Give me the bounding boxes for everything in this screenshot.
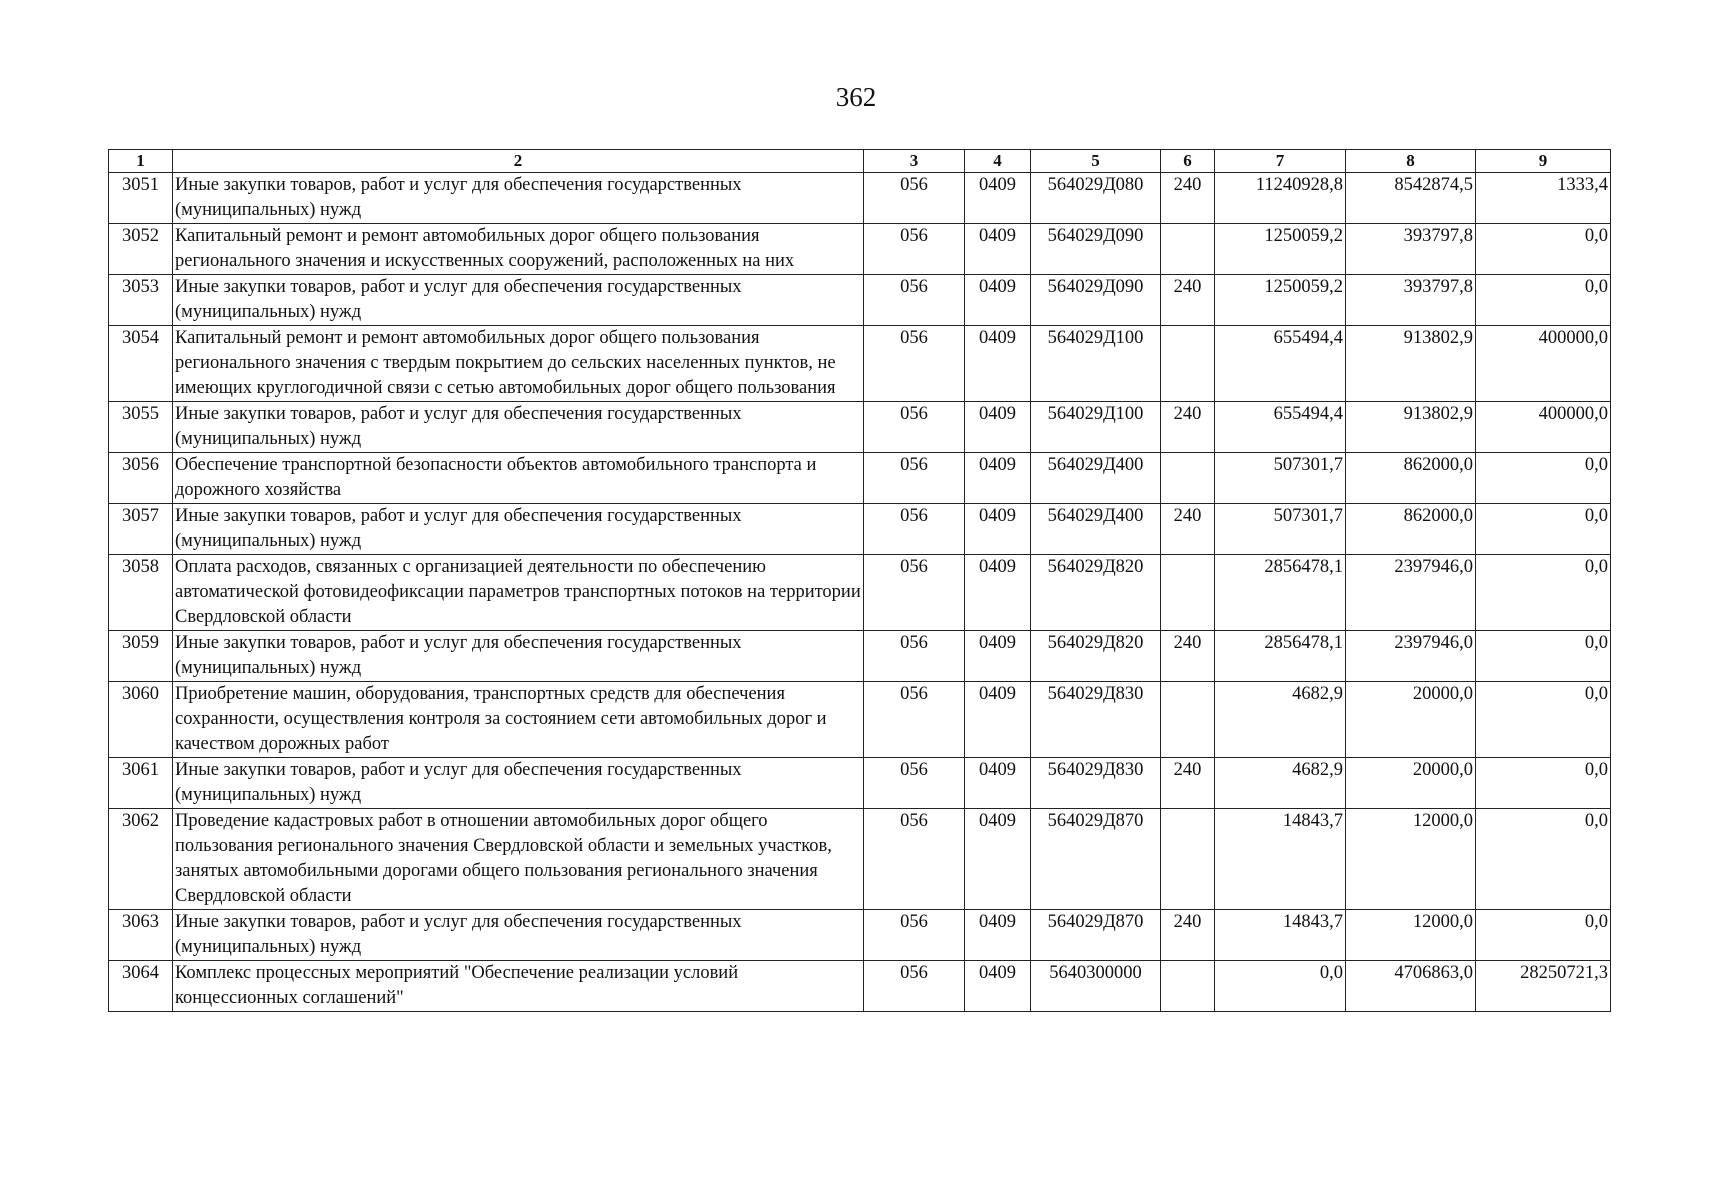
row-number: 3059 — [109, 631, 173, 682]
row-amount-7: 507301,7 — [1215, 504, 1346, 555]
row-amount-9: 28250721,3 — [1476, 961, 1611, 1012]
table-row — [109, 402, 1611, 453]
row-number: 3055 — [109, 402, 173, 453]
row-description: Оплата расходов, связанных с организацией деятельности по обеспечению автоматической фотовидеофиксации параметров транспортных потоков на территории Свердловской области — [173, 555, 864, 631]
row-code-5: 5640300000 — [1031, 961, 1161, 1012]
column-header: 4 — [965, 150, 1031, 173]
row-amount-9: 0,0 — [1476, 275, 1611, 326]
row-amount-8: 2397946,0 — [1346, 631, 1476, 682]
row-amount-9: 1333,4 — [1476, 173, 1611, 224]
row-code-6 — [1161, 809, 1215, 910]
table-row — [109, 809, 1611, 910]
table-row — [109, 910, 1611, 961]
row-amount-7: 4682,9 — [1215, 758, 1346, 809]
row-number: 3060 — [109, 682, 173, 758]
row-code-4: 0409 — [965, 453, 1031, 504]
row-code-5: 564029Д820 — [1031, 555, 1161, 631]
table-row — [109, 758, 1611, 809]
row-amount-7: 4682,9 — [1215, 682, 1346, 758]
column-header: 5 — [1031, 150, 1161, 173]
table-row — [109, 961, 1611, 1012]
row-amount-7: 2856478,1 — [1215, 631, 1346, 682]
budget-table — [108, 149, 1611, 1012]
row-amount-9: 400000,0 — [1476, 402, 1611, 453]
row-code-3: 056 — [864, 758, 965, 809]
row-amount-8: 12000,0 — [1346, 910, 1476, 961]
row-code-3: 056 — [864, 682, 965, 758]
row-amount-9: 0,0 — [1476, 224, 1611, 275]
row-code-6 — [1161, 555, 1215, 631]
row-amount-9: 0,0 — [1476, 758, 1611, 809]
row-amount-7: 1250059,2 — [1215, 275, 1346, 326]
row-code-4: 0409 — [965, 275, 1031, 326]
row-number: 3061 — [109, 758, 173, 809]
row-code-5: 564029Д830 — [1031, 758, 1161, 809]
row-amount-9: 0,0 — [1476, 453, 1611, 504]
column-header: 8 — [1346, 150, 1476, 173]
row-number: 3058 — [109, 555, 173, 631]
row-amount-7: 655494,4 — [1215, 326, 1346, 402]
row-number: 3052 — [109, 224, 173, 275]
row-amount-8: 8542874,5 — [1346, 173, 1476, 224]
row-code-5: 564029Д080 — [1031, 173, 1161, 224]
row-code-4: 0409 — [965, 809, 1031, 910]
row-code-6 — [1161, 453, 1215, 504]
row-amount-9: 0,0 — [1476, 631, 1611, 682]
row-code-4: 0409 — [965, 173, 1031, 224]
row-description: Иные закупки товаров, работ и услуг для обеспечения государственных (муниципальных) нужд — [173, 275, 864, 326]
row-code-5: 564029Д400 — [1031, 453, 1161, 504]
row-code-3: 056 — [864, 173, 965, 224]
row-amount-9: 400000,0 — [1476, 326, 1611, 402]
row-code-6: 240 — [1161, 758, 1215, 809]
row-code-6 — [1161, 326, 1215, 402]
row-amount-7: 655494,4 — [1215, 402, 1346, 453]
row-description: Иные закупки товаров, работ и услуг для обеспечения государственных (муниципальных) нужд — [173, 402, 864, 453]
row-amount-9: 0,0 — [1476, 910, 1611, 961]
table-row — [109, 326, 1611, 402]
row-number: 3062 — [109, 809, 173, 910]
row-code-4: 0409 — [965, 555, 1031, 631]
row-code-4: 0409 — [965, 758, 1031, 809]
column-header: 1 — [109, 150, 173, 173]
row-amount-8: 20000,0 — [1346, 758, 1476, 809]
row-code-3: 056 — [864, 504, 965, 555]
table-row — [109, 173, 1611, 224]
row-description: Проведение кадастровых работ в отношении автомобильных дорог общего пользования регионального значения Свердловской области и земельных участков, занятых автомобильными дорогами общего пользования регионального значения Свердловской области — [173, 809, 864, 910]
row-code-4: 0409 — [965, 504, 1031, 555]
row-number: 3057 — [109, 504, 173, 555]
row-code-3: 056 — [864, 402, 965, 453]
column-header: 6 — [1161, 150, 1215, 173]
row-code-3: 056 — [864, 555, 965, 631]
row-amount-7: 0,0 — [1215, 961, 1346, 1012]
row-description: Комплекс процессных мероприятий "Обеспечение реализации условий концессионных соглашений" — [173, 961, 864, 1012]
row-amount-7: 507301,7 — [1215, 453, 1346, 504]
row-code-3: 056 — [864, 224, 965, 275]
row-description: Капитальный ремонт и ремонт автомобильных дорог общего пользования регионального значения с твердым покрытием до сельских населенных пунктов, не имеющих круглогодичной связи с сетью автомобильных дорог общего пользования — [173, 326, 864, 402]
table-row — [109, 631, 1611, 682]
row-code-6 — [1161, 961, 1215, 1012]
row-amount-9: 0,0 — [1476, 809, 1611, 910]
row-code-3: 056 — [864, 809, 965, 910]
row-code-4: 0409 — [965, 224, 1031, 275]
row-description: Иные закупки товаров, работ и услуг для обеспечения государственных (муниципальных) нужд — [173, 173, 864, 224]
row-code-5: 564029Д100 — [1031, 402, 1161, 453]
row-description: Обеспечение транспортной безопасности объектов автомобильного транспорта и дорожного хозяйства — [173, 453, 864, 504]
column-header: 9 — [1476, 150, 1611, 173]
row-code-5: 564029Д820 — [1031, 631, 1161, 682]
row-code-5: 564029Д870 — [1031, 910, 1161, 961]
row-code-3: 056 — [864, 453, 965, 504]
row-amount-9: 0,0 — [1476, 504, 1611, 555]
row-code-4: 0409 — [965, 961, 1031, 1012]
row-number: 3054 — [109, 326, 173, 402]
row-description: Иные закупки товаров, работ и услуг для обеспечения государственных (муниципальных) нужд — [173, 758, 864, 809]
row-amount-7: 1250059,2 — [1215, 224, 1346, 275]
row-number: 3053 — [109, 275, 173, 326]
row-code-5: 564029Д090 — [1031, 224, 1161, 275]
row-code-5: 564029Д090 — [1031, 275, 1161, 326]
table-row — [109, 504, 1611, 555]
row-number: 3063 — [109, 910, 173, 961]
row-code-6: 240 — [1161, 173, 1215, 224]
row-code-4: 0409 — [965, 682, 1031, 758]
table-row — [109, 224, 1611, 275]
row-description: Иные закупки товаров, работ и услуг для обеспечения государственных (муниципальных) нужд — [173, 631, 864, 682]
row-amount-7: 2856478,1 — [1215, 555, 1346, 631]
row-amount-8: 2397946,0 — [1346, 555, 1476, 631]
row-code-3: 056 — [864, 961, 965, 1012]
table-row — [109, 453, 1611, 504]
row-amount-8: 393797,8 — [1346, 275, 1476, 326]
row-description: Приобретение машин, оборудования, транспортных средств для обеспечения сохранности, осуществления контроля за состоянием сети автомобильных дорог и качеством дорожных работ — [173, 682, 864, 758]
column-header: 3 — [864, 150, 965, 173]
page-number: 362 — [835, 82, 877, 112]
row-amount-9: 0,0 — [1476, 555, 1611, 631]
row-code-3: 056 — [864, 326, 965, 402]
row-code-3: 056 — [864, 631, 965, 682]
row-amount-7: 14843,7 — [1215, 910, 1346, 961]
row-amount-8: 393797,8 — [1346, 224, 1476, 275]
row-code-4: 0409 — [965, 910, 1031, 961]
table-header-row — [109, 150, 1611, 173]
row-description: Иные закупки товаров, работ и услуг для обеспечения государственных (муниципальных) нужд — [173, 504, 864, 555]
row-amount-9: 0,0 — [1476, 682, 1611, 758]
row-amount-8: 862000,0 — [1346, 504, 1476, 555]
row-amount-8: 913802,9 — [1346, 402, 1476, 453]
row-amount-8: 862000,0 — [1346, 453, 1476, 504]
column-header: 7 — [1215, 150, 1346, 173]
row-number: 3051 — [109, 173, 173, 224]
table-row — [109, 555, 1611, 631]
table-row — [109, 275, 1611, 326]
row-code-6: 240 — [1161, 504, 1215, 555]
row-description: Капитальный ремонт и ремонт автомобильных дорог общего пользования регионального значения и искусственных сооружений, расположенных на них — [173, 224, 864, 275]
row-code-6: 240 — [1161, 275, 1215, 326]
row-code-6 — [1161, 224, 1215, 275]
row-code-4: 0409 — [965, 402, 1031, 453]
row-description: Иные закупки товаров, работ и услуг для обеспечения государственных (муниципальных) нужд — [173, 910, 864, 961]
row-code-3: 056 — [864, 275, 965, 326]
row-amount-7: 11240928,8 — [1215, 173, 1346, 224]
row-code-6: 240 — [1161, 631, 1215, 682]
column-header: 2 — [173, 150, 864, 173]
row-amount-8: 20000,0 — [1346, 682, 1476, 758]
table-body — [109, 173, 1611, 1012]
row-code-5: 564029Д100 — [1031, 326, 1161, 402]
row-code-5: 564029Д870 — [1031, 809, 1161, 910]
row-code-6: 240 — [1161, 910, 1215, 961]
row-amount-8: 913802,9 — [1346, 326, 1476, 402]
row-code-4: 0409 — [965, 631, 1031, 682]
row-number: 3056 — [109, 453, 173, 504]
row-code-5: 564029Д830 — [1031, 682, 1161, 758]
row-code-6: 240 — [1161, 402, 1215, 453]
table-row — [109, 682, 1611, 758]
row-code-6 — [1161, 682, 1215, 758]
row-amount-8: 12000,0 — [1346, 809, 1476, 910]
row-code-4: 0409 — [965, 326, 1031, 402]
row-code-3: 056 — [864, 910, 965, 961]
row-number: 3064 — [109, 961, 173, 1012]
row-code-5: 564029Д400 — [1031, 504, 1161, 555]
row-amount-8: 4706863,0 — [1346, 961, 1476, 1012]
row-amount-7: 14843,7 — [1215, 809, 1346, 910]
